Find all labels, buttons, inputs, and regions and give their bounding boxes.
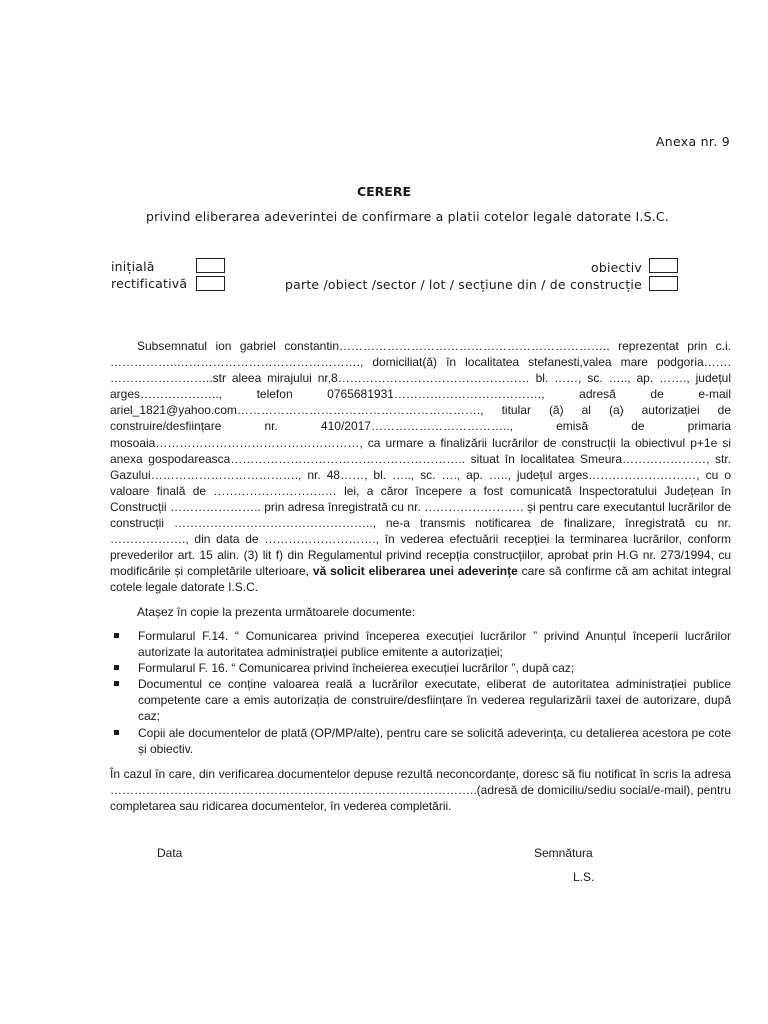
part-label: parte /obiect /sector / lot / secțiune din / de construcție xyxy=(284,277,642,292)
list-item: Formularul F. 16. “ Comunicarea privind încheierea execuției lucrărilor ”, după caz; xyxy=(110,660,731,676)
part-checkbox[interactable] xyxy=(649,276,678,291)
list-item: Documentul ce conține valoarea reală a lucrărilor executate, eliberat de autoritatea administrației publice competente care a emis autorizația de construire/desființare în vederea regularizării taxei de autorizare, după caz; xyxy=(110,676,731,724)
document-subtitle: privind eliberarea adeverintei de confirmare a platii cotelor legale datorate I.S.C. xyxy=(146,209,669,224)
bullet-icon xyxy=(114,633,119,638)
document-title: CERERE xyxy=(356,184,412,199)
attachments-list xyxy=(110,628,731,757)
bullet-icon xyxy=(114,730,119,735)
request-emphasis: vă solicit eliberarea unei adeverințe xyxy=(312,564,518,579)
seal-label: L.S. xyxy=(573,870,595,884)
list-item: Formularul F.14. “ Comunicarea privind începerea execuției lucrărilor ” privind Anunțul începerii lucrărilor autorizate la autoritatea administrației publice emitente a autorizației; xyxy=(110,628,731,660)
rectificative-label: rectificativă xyxy=(111,276,188,291)
annex-number: Anexa nr. 9 xyxy=(655,134,730,149)
rectificative-checkbox[interactable] xyxy=(196,276,225,291)
bullet-icon xyxy=(114,681,119,686)
initial-label: inițială xyxy=(111,259,155,274)
signature-label: Semnătura xyxy=(534,846,593,860)
initial-checkbox[interactable] xyxy=(196,258,225,273)
objective-label: obiectiv xyxy=(591,260,642,275)
date-label: Data xyxy=(157,846,183,860)
attachments-intro: Atașez în copie la prezenta următoarele documente: xyxy=(137,605,416,619)
bullet-icon xyxy=(114,665,119,670)
notification-paragraph: În cazul în care, din verificarea documentelor depuse rezultă neconcordanțe, doresc să fiu notificat în scris la adresa ………………………………………………………………………………..(adresă de domiciliu/sediu social/e-mail), pentru completarea sau ridicarea documentelor, în vederea completării. xyxy=(110,767,731,814)
list-item: Copii ale documentelor de plată (OP/MP/alte), pentru care se solicită adeverința, cu detalierea acestora pe cote și obiectiv. xyxy=(110,725,731,757)
objective-checkbox[interactable] xyxy=(649,258,678,273)
request-paragraph: Subsemnatul ion gabriel constantin………………………………………………………….. reprezentat prin c.i. ……………..………………………………………., domiciliat(ă) în localitatea stefanesti,valea mare podgoria……. ……………………..str aleea mirajului nr,8………………………………………… bl. ……, sc. ….., ap. ……., județul arges……………….., telefon 0765681931………………………………., adresă de e-mail ariel_1821@yahoo.com……………………………………………………., titular (ă) al (a) autorizației de construire/desființare nr. 410/2017…………………………….., emisă de primaria mosoaia……………………………………………, ca urmare a finalizării lucrărilor de construcții la obiectivul p+1e si anexa gospodareasca………………………………………………….. situat în localitatea Smeura…………………, str. Gazului………………………………., nr. 48……, bl. ….., sc. …., ap. ….., județul arges………………………, cu o valoare finală de ……………………….… lei, a căror începere a fost comunicată Inspectoratului Județean în Construcții ………………….. prin adresa înregistrată cu nr. ……………………. și pentru care executantul lucrărilor de construcții ………………………………………….., ne-a transmis notificarea de finalizare, înregistrată cu nr. ………………., din data de ………………………., în vederea efectuării recepției la terminarea lucrărilor, conform prevederilor art. 15 alin. (3) lit f) din Regulamentul privind recepția construcțiilor, aprobat prin H.G nr. 273/1994, cu modificările și completările ulterioare, vă solicit eliberarea unei adeverințe care să confirme că am achitat integral cotele legale datorate I.S.C. xyxy=(110,339,731,595)
